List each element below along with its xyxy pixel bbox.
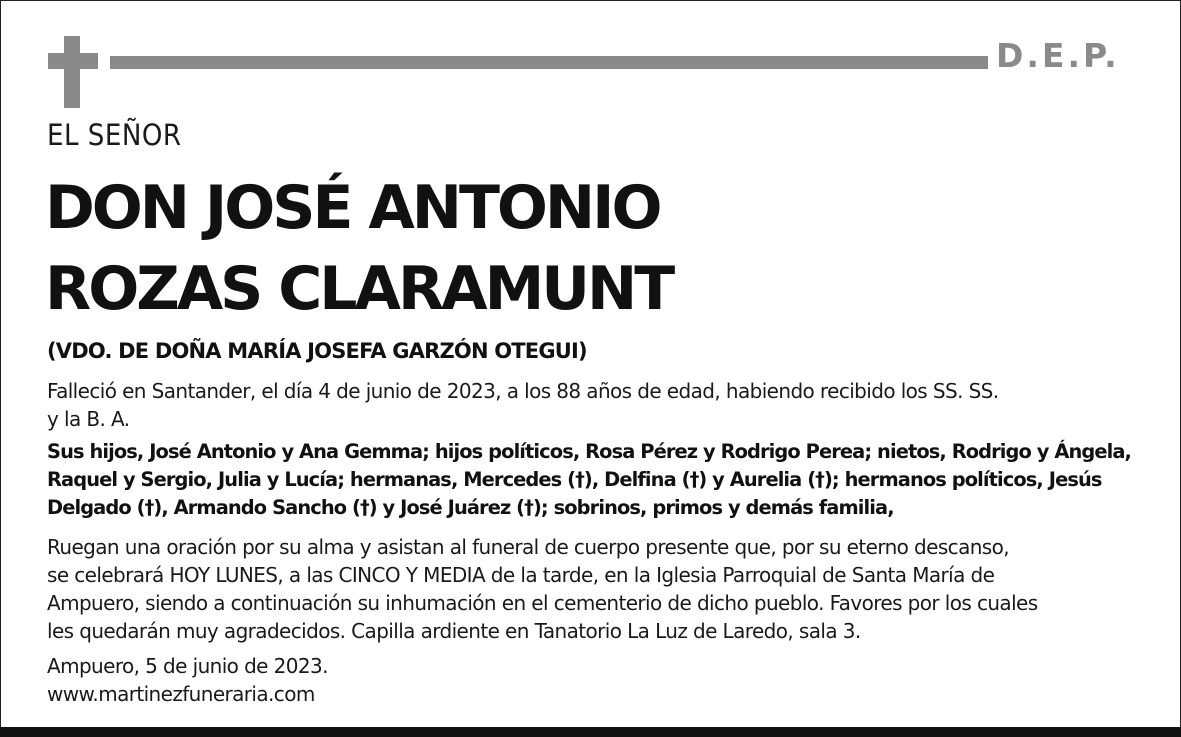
header-rule [110, 56, 988, 69]
name-line-2: ROZAS CLARAMUNT [45, 254, 673, 324]
dep-label: D.E.P. [996, 36, 1120, 75]
family-list [47, 438, 1131, 522]
cross-vertical [64, 36, 80, 108]
death-notice-line: y la B. A. [47, 407, 130, 431]
widower-of: (VDO. DE DOÑA MARÍA JOSEFA GARZÓN OTEGUI) [47, 339, 587, 363]
funeral-line: les quedarán muy agradecidos. Capilla ardiente en Tanatorio La Luz de Laredo, sala 3. [47, 619, 861, 643]
website-link[interactable]: www.martinezfuneraria.com [47, 682, 315, 706]
place-date: Ampuero, 5 de junio de 2023. [47, 654, 328, 678]
death-notice-line: Falleció en Santander, el día 4 de junio de 2023, a los 88 años de edad, habiendo recibido los SS. SS. [47, 379, 999, 403]
bottom-border [0, 727, 1181, 737]
footer [47, 652, 328, 708]
funeral-line: se celebrará HOY LUNES, a las CINCO Y MEDIA de la tarde, en la Iglesia Parroquial de Santa María de [47, 563, 995, 587]
family-line: Raquel y Sergio, Julia y Lucía; hermanas, Mercedes (†), Delfina (†) y Aurelia (†); hermanos políticos, Jesús [47, 468, 1102, 491]
title-prefix: EL SEÑOR [47, 118, 182, 152]
death-notice [47, 377, 999, 433]
funeral-details [47, 533, 1038, 645]
cross-horizontal [48, 53, 98, 69]
deceased-name [45, 168, 672, 330]
name-line-1: DON JOSÉ ANTONIO [45, 173, 660, 243]
family-line: Delgado (†), Armando Sancho (†) y José Juárez (†); sobrinos, primos y demás familia, [47, 496, 894, 519]
funeral-line: Ampuero, siendo a continuación su inhumación en el cementerio de dicho pueblo. Favores por los cuales [47, 591, 1038, 615]
family-line: Sus hijos, José Antonio y Ana Gemma; hijos políticos, Rosa Pérez y Rodrigo Perea; nietos, Rodrigo y Ángela, [47, 440, 1132, 463]
funeral-line: Ruegan una oración por su alma y asistan al funeral de cuerpo presente que, por su eterno descanso, [47, 535, 1010, 559]
